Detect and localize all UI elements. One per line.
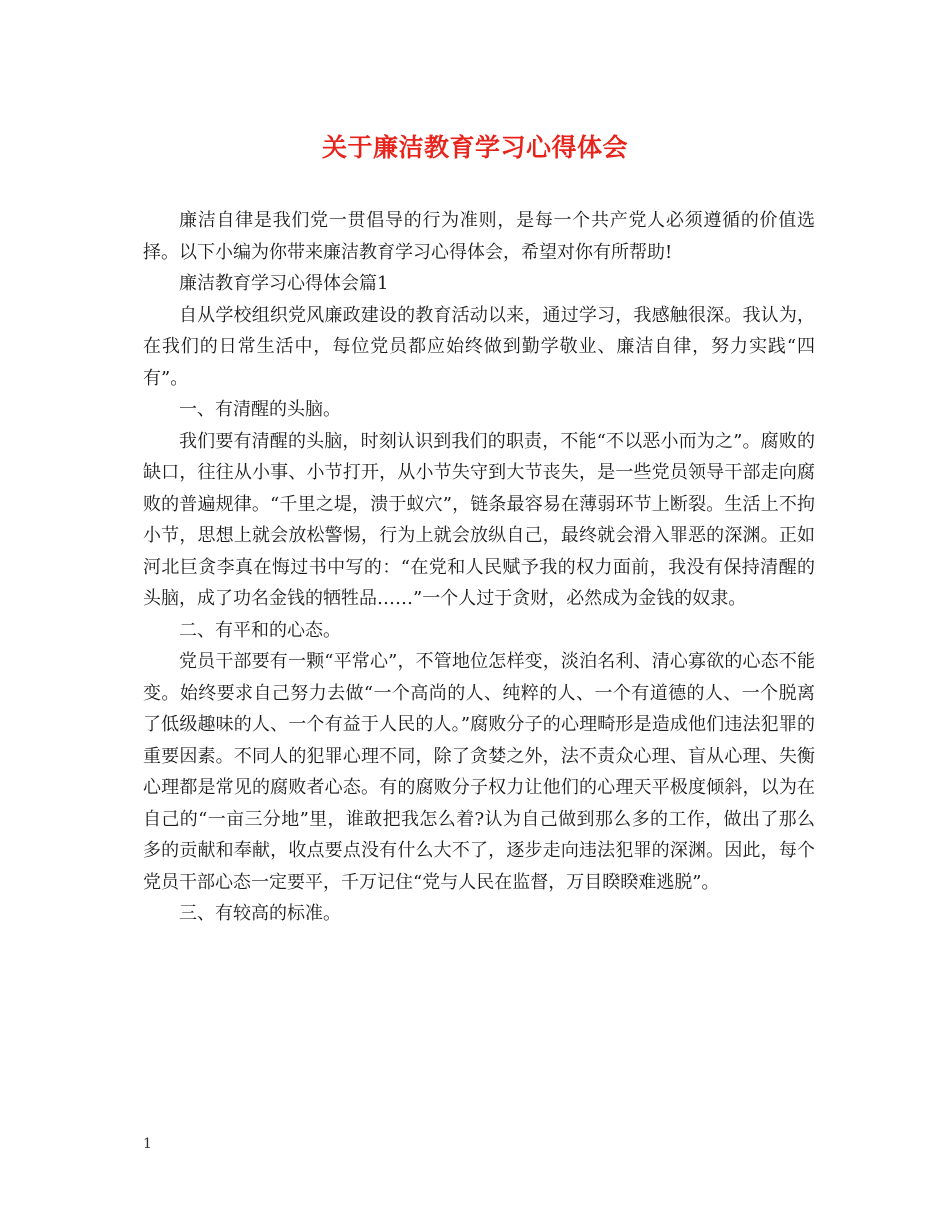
section-heading-article-1: 廉洁教育学习心得体会篇1: [179, 273, 389, 294]
body-paragraph: 自从学校组织党风廉政建设的教育活动以来，通过学习，我感触很深。我认为，在我们的日常生活中，每位党员都应始终做到勤学敬业、廉洁自律，努力实践“四有”。: [143, 304, 815, 389]
intro-paragraph: 廉洁自律是我们党一贯倡导的行为准则，是每一个共产党人必须遵循的价值选择。以下小编为你带来廉洁教育学习心得体会，希望对你有所帮助!: [143, 210, 815, 263]
section-heading-1: 一、有清醒的头脑。: [179, 399, 341, 420]
section-heading-3: 三、有较高的标准。: [179, 903, 341, 924]
body-paragraph: 我们要有清醒的头脑，时刻认识到我们的职责，不能“不以恶小而为之”。腐败的缺口，往往从小事、小节打开，从小节失守到大节丧失，是一些党员领导干部走向腐败的普遍规律。“千里之堤，溃于蚁穴”，链条最容易在薄弱环节上断裂。生活上不拘小节，思想上就会放松警惕，行为上就会放纵自己，最终就会滑入罪恶的深渊。正如河北巨贪李真在悔过书中写的：“在党和人民赋予我的权力面前，我没有保持清醒的头脑，成了功名金钱的牺牲品……”一个人过于贪财，必然成为金钱的奴隶。: [143, 430, 815, 609]
page-number: 1: [143, 1136, 152, 1152]
document-body: [143, 205, 815, 930]
section-heading-2: 二、有平和的心态。: [179, 619, 341, 641]
body-paragraph: 党员干部要有一颗“平常心”，不管地位怎样变，淡泊名利、清心寡欲的心态不能变。始终要求自己努力去做“一个高尚的人、纯粹的人、一个有道德的人、一个脱离了低级趣味的人、一个有益于人民的人。”腐败分子的心理畸形是造成他们违法犯罪的重要因素。不同人的犯罪心理不同，除了贪婪之外，法不责众心理、盲从心理、失衡心理都是常见的腐败者心态。有的腐败分子权力让他们的心理天平极度倾斜，以为在自己的“一亩三分地”里，谁敢把我怎么着?认为自己做到那么多的工作，做出了那么多的贡献和奉献，收点要点没有什么大不了，逐步走向违法犯罪的深渊。因此，每个党员干部心态一定要平，千万记住“党与人民在监督，万目睽睽难逃脱”。: [143, 651, 815, 893]
document-title: 关于廉洁教育学习心得体会: [321, 133, 628, 162]
